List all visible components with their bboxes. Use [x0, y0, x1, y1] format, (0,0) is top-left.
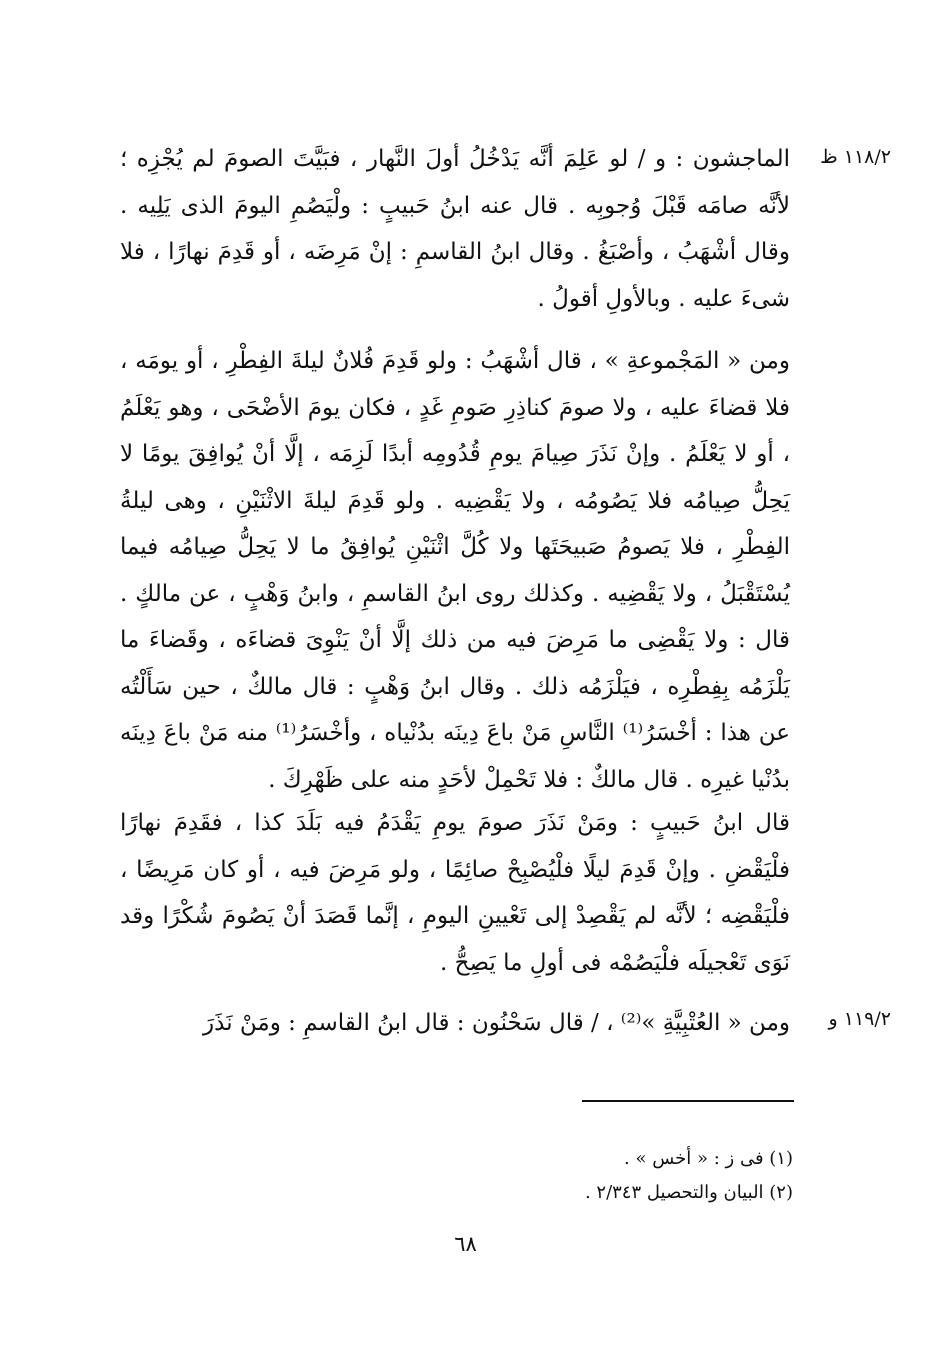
- margin-folio-note-2: ١١٩/٢ و: [828, 1008, 891, 1030]
- paragraph-text: قال ابنُ حَبيبٍ : ومَنْ نَذَرَ صومَ يومِ يَقْدَمُ فيه بَلَدَ كذا ، فقَدِمَ نهارًا فلْيَقْضِ . وإنْ قَدِمَ ليلًا فلْيُصْبِحْ صائِمًا ، ولو مَرِضَ فيه ، أو كان مَرِيضًا ، فلْيَقْضِه ؛ لأنَّه لم يَقْصِدْ إلى تَعْيينِ اليومِ ، إنَّما قَصَدَ أنْ يَصُومَ شُكْرًا وقد نَوَى تَعْجيلَه فلْيَصُمْه فى أولِ ما يَصِحُّ .: [120, 810, 790, 976]
- margin-folio-note-1: ١١٨/٢ ظ: [820, 146, 891, 168]
- paragraph-3: [120, 800, 790, 986]
- footnote-1: (١) فى ز : « أخس » .: [624, 1148, 793, 1169]
- paragraph-text: الماجشون : و / لو عَلِمَ أنَّه يَدْخُلُ أولَ النَّهار ، فبَيَّتَ الصومَ لم يُجْزِه ؛ لأنَّه صامَه قَبْلَ وُجوبِه . قال عنه ابنُ حَبيبٍ : ولْيَصُمِ اليومَ الذى يَلِيه . وقال أشْهَبُ ، وأصْبَغُ . وقال ابنُ القاسمِ : إنْ مَرِضَه ، أو قَدِمَ نهارًا ، فلا شىءَ عليه . وبالأولِ أقولُ .: [120, 146, 790, 312]
- paragraph-4: [120, 1000, 790, 1047]
- footnotes: [293, 1142, 793, 1210]
- paragraph-2: [120, 338, 790, 803]
- paragraph-1: [120, 136, 790, 322]
- paragraph-text: ومن « المَجْموعةِ » ، قال أشْهَبُ : ولو قَدِمَ فُلانٌ ليلةَ الفِطْرِ ، أو يومَه ، فلا قضاءَ عليه ، ولا صومَ كناذِرِ صَومِ غَدٍ ، فكان يومَ الأضْحَى ، وهو يَعْلَمُ ، أو لا يَعْلَمُ . وإنْ نَذَرَ صِيامَ يومِ قُدُومِه أبدًا لَزِمَه ، إلَّا أنْ يُوافِقَ يومًا لا يَحِلُّ صِيامُه فلا يَصُومُه ، ولا يَقْضِيه . ولو قَدِمَ ليلةَ الاثْنَيْنِ ، وهى ليلةُ الفِطْرِ ، فلا يَصومُ صَبيحَتَها ولا كُلَّ اثْنَيْنِ يُوافِقُ ما لا يَحِلُّ صِيامُه فيما يُسْتَقْبَلُ ، ولا يَقْضِيه . وكذلك روى ابنُ القاسمِ ، وابنُ وَهْبٍ ، عن مالكٍ . قال : ولا يَقْضِى ما مَرِضَ فيه من ذلك إلَّا أنْ يَنْوِىَ قضاءَه ، وقَضاءَ ما يَلْزَمُه بِفِطْرِه ، فيَلْزَمُه ذلك . وقال ابنُ وَهْبٍ : قال مالكٌ ، حين سَأَلْتُه عن هذا : أخْسَرُ⁽¹⁾ النَّاسِ مَنْ باعَ دِينَه بدُنْياه ، وأخْسَرُ⁽¹⁾ منه مَنْ باعَ دِينَه بدُنْيا غيرِه . قال مالكٌ : فلا تَحْمِلْ لأحَدٍ منه على ظَهْرِكَ .: [120, 348, 790, 793]
- footnote-2: (٢) البيان والتحصيل ٢/٣٤٣ .: [584, 1182, 793, 1203]
- paragraph-text: ومن « العُتْبِيَّةِ »⁽²⁾ ، / قال سَحْنُون : قال ابنُ القاسمِ : ومَنْ نَذَرَ: [203, 1010, 790, 1036]
- page-number: ٦٨: [454, 1232, 477, 1256]
- footnote-divider: [582, 1100, 794, 1102]
